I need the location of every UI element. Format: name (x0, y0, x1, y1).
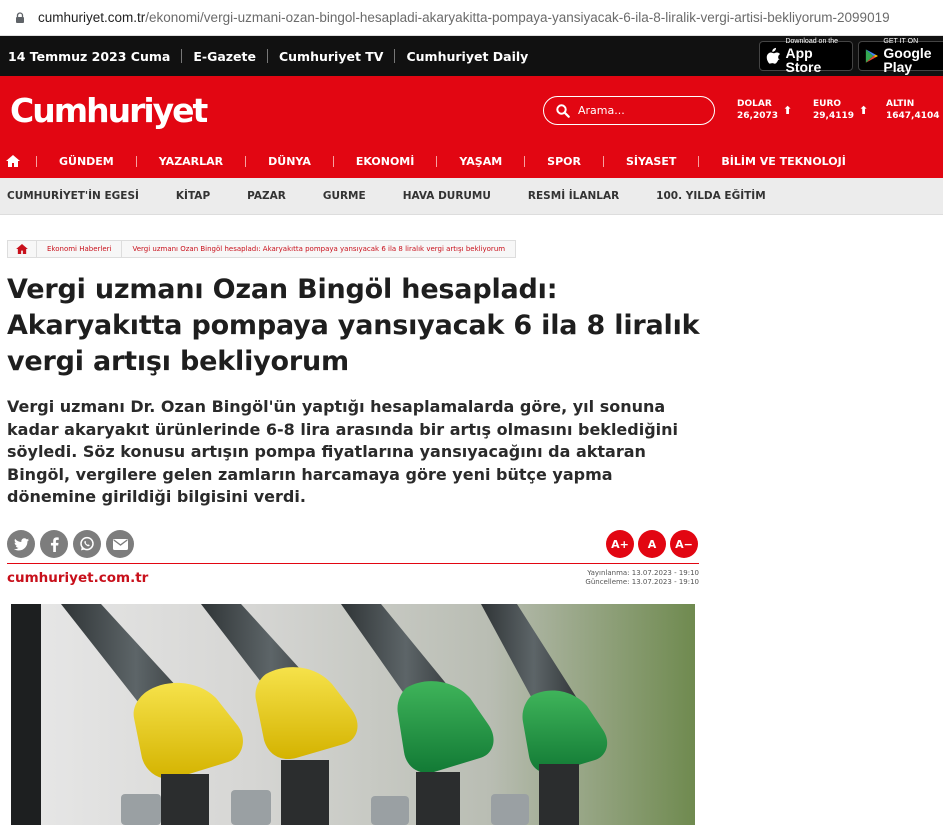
currency-euro (813, 98, 869, 122)
subnav-hava-durumu[interactable]: HAVA DURUMU (402, 190, 491, 202)
breadcrumb-home[interactable] (7, 240, 37, 258)
whatsapp-share-button[interactable] (73, 530, 101, 558)
font-reset-button[interactable]: A (638, 530, 666, 558)
twitter-icon (14, 538, 29, 551)
font-size-controls (606, 530, 698, 558)
subnav-gurme[interactable]: GURME (322, 190, 366, 202)
home-icon (16, 244, 28, 254)
search-icon[interactable] (556, 104, 570, 118)
divider (436, 156, 437, 167)
published-date: Yayınlanma: 13.07.2023 - 19:10 (587, 569, 699, 577)
link-cumhuriyet-tv[interactable]: Cumhuriyet TV (278, 48, 384, 64)
home-icon[interactable] (6, 155, 20, 167)
search-box[interactable] (543, 96, 715, 125)
link-e-gazete[interactable]: E-Gazete (193, 48, 256, 64)
article-photo (11, 604, 695, 825)
secondary-nav (0, 178, 943, 215)
currency-dolar (737, 98, 793, 122)
divider (267, 49, 268, 63)
lock-icon (14, 12, 26, 24)
article-summary: Vergi uzmanı Dr. Ozan Bingöl'ün yaptığı hesaplamalarda göre, yıl sonuna kadar akaryakıt ürünlerinde 6-8 lira arasında bir artış olmasını beklediğini söyledi. Söz konusu artışın pompa fiyatlarına yansıyacağını da aktaran Bingöl, vergilere gelen zamların harcamaya göre yeni bütçe yapma dönemine girildiği bilgisini verdi. (7, 397, 679, 506)
divider (245, 156, 246, 167)
nav-gundem[interactable]: GÜNDEM (59, 154, 114, 168)
divider (394, 49, 395, 63)
app-store-small-text: Download on the (785, 38, 839, 45)
site-header (0, 76, 943, 178)
currency-name: DOLAR (737, 99, 772, 109)
facebook-share-button[interactable] (40, 530, 68, 558)
currency-altin (886, 98, 940, 122)
apple-icon (766, 47, 780, 65)
article-dates (585, 569, 699, 587)
currency-value: 26,2073 (737, 111, 778, 121)
divider (181, 49, 182, 63)
google-play-small-text: GET IT ON (883, 38, 919, 45)
divider (333, 156, 334, 167)
currency-value: 29,4119 (813, 111, 854, 121)
arrow-up-icon: ⬆ (859, 104, 869, 117)
google-play-badge[interactable] (858, 38, 943, 75)
subnav-resmi-ilanlar[interactable]: RESMİ İLANLAR (527, 190, 620, 202)
currency-value: 1647,4104 (886, 111, 940, 121)
mail-icon (113, 539, 128, 550)
nav-dunya[interactable]: DÜNYA (268, 154, 311, 168)
address-bar[interactable] (0, 0, 943, 36)
link-cumhuriyet-daily[interactable]: Cumhuriyet Daily (406, 48, 529, 64)
app-store-label: App Store (785, 45, 822, 75)
breadcrumb (7, 240, 515, 258)
nav-siyaset[interactable]: SİYASET (625, 154, 677, 168)
breadcrumb-current: Vergi uzmanı Ozan Bingöl hesapladı: Akaryakıtta pompaya yansıyacak 6 ila 8 liralık vergi artışı bekliyorum (121, 240, 516, 258)
url-path: /ekonomi/vergi-uzmani-ozan-bingol-hesapladi-akaryakitta-pompaya-yansiyacak-6-ila-8-liralik-vergi-artisi-bekliyorum-2099019 (145, 10, 890, 25)
nav-ekonomi[interactable]: EKONOMİ (355, 154, 415, 168)
top-bar (0, 36, 943, 76)
email-share-button[interactable] (106, 530, 134, 558)
subnav-100-yilda-egitim[interactable]: 100. YILDA EĞİTİM (656, 190, 766, 202)
subnav-kitap[interactable]: KİTAP (175, 190, 211, 202)
divider (698, 156, 699, 167)
nav-yasam[interactable]: YAŞAM (459, 154, 503, 168)
font-increase-button[interactable]: A+ (606, 530, 634, 558)
divider (36, 156, 37, 167)
facebook-icon (50, 537, 59, 552)
divider (524, 156, 525, 167)
whatsapp-icon (79, 536, 95, 552)
main-nav (0, 150, 846, 172)
app-store-badge[interactable] (759, 38, 853, 75)
subnav-pazar[interactable]: PAZAR (247, 190, 286, 202)
divider (7, 563, 699, 564)
google-play-label: Google Play (883, 45, 932, 75)
nav-bilim-ve-teknoloji[interactable]: BİLİM VE TEKNOLOJİ (721, 154, 846, 168)
share-buttons (7, 530, 134, 558)
article-title: Vergi uzmanı Ozan Bingöl hesapladı: Akaryakıtta pompaya yansıyacak 6 ila 8 liralık vergi artışı bekliyorum (7, 274, 700, 377)
subnav-cumhuriyetin-egesi[interactable]: CUMHURİYET'İN EGESİ (7, 190, 139, 202)
twitter-share-button[interactable] (7, 530, 35, 558)
arrow-up-icon: ⬆ (783, 104, 793, 117)
divider (603, 156, 604, 167)
breadcrumb-ekonomi[interactable]: Ekonomi Haberleri (36, 240, 122, 258)
article-source[interactable]: cumhuriyet.com.tr (7, 570, 149, 586)
current-date: 14 Temmuz 2023 Cuma (8, 48, 171, 64)
search-input[interactable] (578, 104, 698, 117)
fuel-pump-nozzles-image (11, 604, 695, 825)
updated-date: Güncelleme: 13.07.2023 - 19:10 (585, 578, 699, 586)
currency-name: EURO (813, 99, 842, 109)
google-play-icon (865, 47, 878, 65)
currency-name: ALTIN (886, 99, 915, 109)
nav-yazarlar[interactable]: YAZARLAR (158, 154, 224, 168)
font-decrease-button[interactable]: A− (670, 530, 698, 558)
nav-spor[interactable]: SPOR (547, 154, 581, 168)
url-host: cumhuriyet.com.tr (38, 10, 146, 25)
site-logo[interactable]: Cumhuriyet (10, 91, 207, 130)
divider (136, 156, 137, 167)
